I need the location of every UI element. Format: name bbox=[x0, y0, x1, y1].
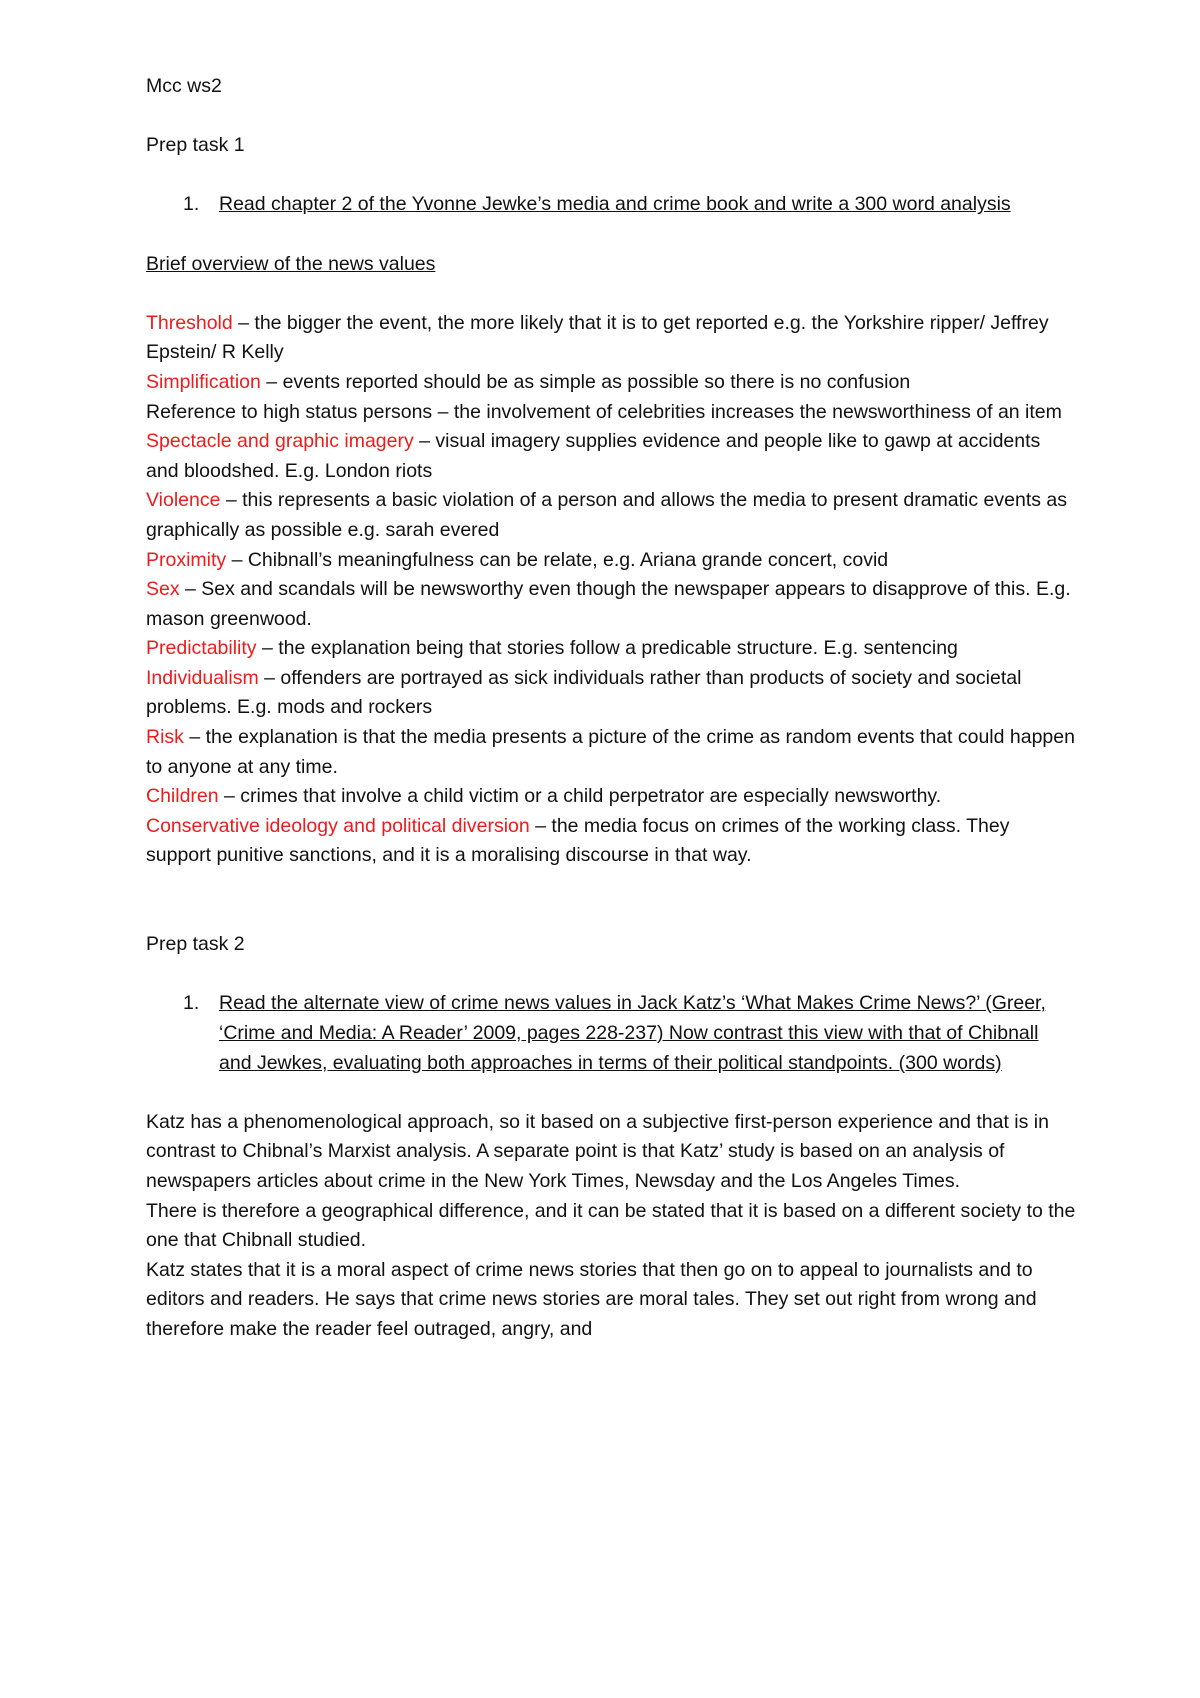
news-value-text: – offenders are portrayed as sick individuals rather than products of society and societal problems. E.g. mods and rockers bbox=[146, 666, 1022, 719]
news-value-item bbox=[146, 427, 1076, 486]
news-value-term: Children bbox=[146, 785, 219, 808]
news-value-item bbox=[146, 546, 1076, 576]
news-value-term: Proximity bbox=[146, 548, 227, 571]
document-body bbox=[146, 72, 1076, 1345]
news-value-term: Conservative ideology and political diversion bbox=[146, 814, 530, 837]
task2-heading: Prep task 2 bbox=[146, 933, 245, 956]
news-value-item bbox=[146, 812, 1076, 871]
news-value-term: Threshold bbox=[146, 311, 233, 334]
document-title: Mcc ws2 bbox=[146, 75, 222, 97]
news-value-item bbox=[146, 575, 1076, 634]
news-value-item bbox=[146, 398, 1076, 428]
news-value-item bbox=[146, 723, 1076, 782]
list-number: 1. bbox=[183, 992, 200, 1015]
task2-answer bbox=[146, 1108, 1076, 1345]
list-number: 1. bbox=[183, 193, 200, 216]
news-value-text: – events reported should be as simple as possible so there is no confusion bbox=[260, 370, 911, 393]
news-value-text: – the explanation being that stories follow a predicable structure. E.g. sentencing bbox=[256, 637, 958, 660]
news-value-term: Simplification bbox=[146, 370, 261, 393]
news-value-text: – the explanation is that the media presents a picture of the crime as random events that could happen to anyone at any time. bbox=[146, 726, 1075, 778]
news-value-item bbox=[146, 486, 1076, 545]
task1-heading: Prep task 1 bbox=[146, 134, 245, 157]
news-value-text: – visual imagery supplies evidence and people like to gawp at accidents and bloodshed. E.g. London riots bbox=[146, 430, 1041, 482]
news-value-term: Spectacle and graphic imagery bbox=[146, 430, 414, 453]
news-value-text: Reference to high status persons – the involvement of celebrities increases the newsworthiness of an item bbox=[146, 400, 1062, 423]
answer-paragraph: There is therefore a geographical difference, and it can be stated that it is based on a different society to the one that Chibnall studied. bbox=[146, 1199, 1076, 1252]
news-value-item bbox=[146, 368, 1076, 398]
news-value-item bbox=[146, 309, 1076, 368]
news-value-item bbox=[146, 782, 1076, 812]
news-value-item bbox=[146, 664, 1076, 723]
news-values-list bbox=[146, 309, 1076, 871]
news-value-term: Sex bbox=[146, 578, 180, 601]
news-value-item bbox=[146, 634, 1076, 664]
task2-instruction-list bbox=[146, 989, 1076, 1078]
news-value-text: – crimes that involve a child victim or a child perpetrator are especially newsworthy. bbox=[218, 785, 942, 808]
task1-instruction-item bbox=[146, 190, 1076, 220]
news-value-text: – this represents a basic violation of a person and allows the media to present dramatic events as graphically as possible e.g. sarah evered bbox=[146, 489, 1067, 541]
task2-instruction: Read the alternate view of crime news values in Jack Katz’s ‘What Makes Crime News?’ (Greer, ‘Crime and Media: A Reader’ 2009, pages 228-237) Now contrast this view with that of Chibnall and Jewkes, evaluating both approaches in terms of their political standpoints. (300 words) bbox=[219, 992, 1046, 1074]
news-value-text: – the bigger the event, the more likely that it is to get reported e.g. the Yorkshire ripper/ Jeffrey Epstein/ R Kelly bbox=[146, 311, 1049, 364]
news-value-term: Violence bbox=[146, 489, 221, 512]
news-value-term: Individualism bbox=[146, 666, 259, 689]
news-value-term: Predictability bbox=[146, 637, 257, 660]
task1-instruction-list bbox=[146, 190, 1076, 220]
answer-paragraph: Katz has a phenomenological approach, so it based on a subjective first-person experience and that is in contrast to Chibnal’s Marxist analysis. A separate point is that Katz’ study is based on an analysis of newspapers articles about crime in the New York Times, Newsday and the Los Angeles Times. bbox=[146, 1110, 1049, 1192]
task1-instruction: Read chapter 2 of the Yvonne Jewke’s media and crime book and write a 300 word analysis bbox=[219, 193, 1011, 216]
news-value-text: – the media focus on crimes of the working class. They support punitive sanctions, and it is a moralising discourse in that way. bbox=[146, 814, 1010, 867]
news-value-text: – Sex and scandals will be newsworthy even though the newspaper appears to disapprove of this. E.g. mason greenwood. bbox=[146, 578, 1071, 630]
news-values-subheading: Brief overview of the news values bbox=[146, 252, 436, 275]
answer-paragraph: Katz states that it is a moral aspect of crime news stories that then go on to appeal to journalists and to editors and readers. He says that crime news stories are moral tales. They set out right from wrong and therefore make the reader feel outraged, angry, and bbox=[146, 1258, 1037, 1340]
news-value-text: – Chibnall’s meaningfulness can be relate, e.g. Ariana grande concert, covid bbox=[226, 548, 889, 571]
news-value-term: Risk bbox=[146, 726, 184, 749]
task2-instruction-item bbox=[146, 989, 1076, 1078]
